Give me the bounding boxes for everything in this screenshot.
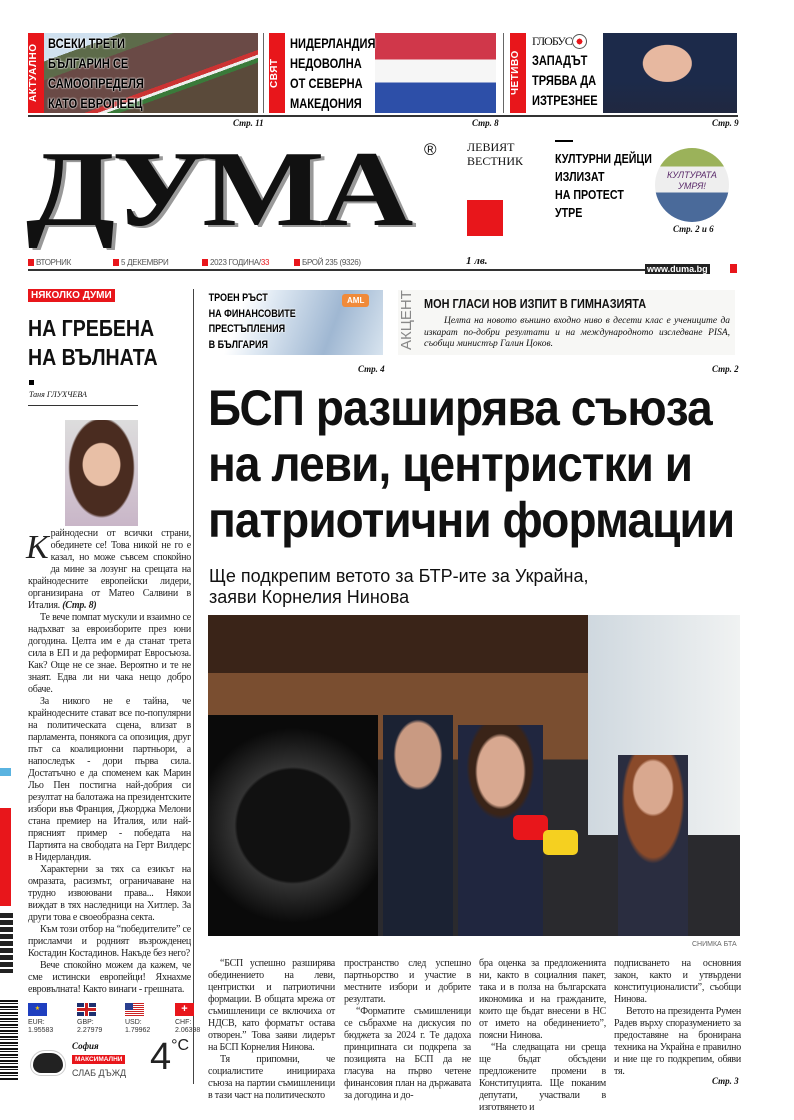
weather-city: София <box>72 1041 99 1051</box>
year <box>202 258 269 267</box>
article-paragraph: Тя припомни, че социалистите инициираха съюза на партии съмишленици в тази част на политическото <box>208 1054 335 1101</box>
us-flag-icon <box>125 1003 144 1016</box>
teaser-line: МАКЕДОНИЯ <box>290 96 362 111</box>
author: Таня ГЛУХЧЕВА <box>29 390 87 399</box>
article-column <box>479 958 606 1114</box>
currency-rate: 2.27979 <box>77 1027 103 1034</box>
teaser-culture[interactable] <box>555 140 740 240</box>
currency-rate: 2.06398 <box>175 1027 201 1034</box>
drop-cap: К <box>26 529 49 566</box>
teaser-line: НИДЕРЛАНДИЯ <box>290 36 376 51</box>
tagline: ВЕСТНИК <box>467 154 524 168</box>
man-photo <box>603 33 737 113</box>
teaser-line: УТРЕ <box>555 205 583 220</box>
uk-flag-icon <box>77 1003 96 1016</box>
teaser-line: ОТ СЕВЕРНА <box>290 76 363 91</box>
section-label: АКТУАЛНО <box>28 33 44 113</box>
teaser-line: ЗАПАДЪТ <box>532 53 588 68</box>
globe-icon <box>572 34 587 49</box>
headline-line: патриотични формации <box>208 492 735 548</box>
divider <box>28 269 648 271</box>
temperature-value: 4 <box>150 1036 172 1078</box>
dash <box>555 140 573 142</box>
paragraph: Те вече помпат мускули и взаимно се надъхват за евроизборите през юни догодина. Целта им е да станат трета сила в ЕП и да реформират Евросъюза. Как? Още не се знае. Вероятно и те не знаят. Едва ли ни чака нещо добро обаче. <box>28 612 191 695</box>
page-ref: Стр. 2 <box>712 364 739 374</box>
teaser-line: ТРЯБВА ДА <box>532 73 597 88</box>
currency-rate: 1.95583 <box>28 1027 54 1034</box>
lead-photo <box>208 615 740 936</box>
globus-logo: ГЛОБУС <box>532 34 572 48</box>
section-label: СВЯТ <box>269 33 285 113</box>
teaser-line: НА ПРОТЕСТ <box>555 187 624 202</box>
website-link[interactable]: www.duma.bg <box>647 264 708 274</box>
teaser-line: САМООПРЕДЕЛЯ <box>48 76 144 91</box>
section-label: ЧЕТИВО <box>510 33 526 113</box>
teaser-line: В БЪЛГАРИЯ <box>208 338 269 351</box>
accent-title: МОН ГЛАСИ НОВ ИЗПИТ В ГИМНАЗИЯТА <box>424 296 647 311</box>
teaser-netherlands[interactable] <box>269 33 496 113</box>
page-ref: Стр. 11 <box>233 118 264 128</box>
accent-box[interactable] <box>398 290 735 355</box>
column-title: НА ВЪЛНАТА <box>28 344 158 370</box>
divider <box>28 405 138 406</box>
rain-cloud-icon <box>33 1053 63 1073</box>
red-square <box>730 264 737 273</box>
paragraph: Вече спокойно можем да кажем, че сме истински европейци! Яхнахме евровълната! Както винаги - грешната. <box>28 960 191 995</box>
photo-credit: СНИМКА БТА <box>692 941 737 948</box>
page-ref: Стр. 3 <box>712 1076 739 1086</box>
accent-text: Целта на новото външно входно ниво в десети клас е учениците да изкарат по-добри резултати и на международното изследване PISA, съобщи министър Галин Цоков. <box>424 316 730 349</box>
protest-sign-text: КУЛТУРАТА УМРЯ! <box>667 170 717 191</box>
date: 5 ДЕКЕМВРИ <box>113 258 169 267</box>
page-ref: Стр. 4 <box>358 364 385 374</box>
weather-condition: СЛАБ ДЪЖД <box>72 1068 127 1078</box>
temperature <box>150 1038 189 1076</box>
article-column <box>614 958 741 1078</box>
currency-gbp <box>77 1003 102 1035</box>
currency-chf <box>175 1003 200 1035</box>
tagline: ЛЕВИЯТ <box>467 140 515 154</box>
currency-code: CHF: <box>175 1019 192 1026</box>
teaser-line: НА ФИНАНСОВИТЕ <box>208 307 296 320</box>
edge-logo <box>0 913 13 973</box>
teaser-line: БЪЛГАРИН СЕ <box>48 56 129 71</box>
teaser-line: КУЛТУРНИ ДЕЙЦИ <box>555 151 652 166</box>
teaser-line: ИЗЛИЗАТ <box>555 169 605 184</box>
headline-line: на леви, центристки и <box>208 436 693 492</box>
article-paragraph: “БСП успешно разширява обединението на леви, центристки и патриотични формации. В общата мрежа от съмишленици се включиха от НДСВ, като форматът остава отворен.” Това заяви лидерът на БСП Корнелия Нинова. <box>208 958 335 1053</box>
page-ref: Стр. 8 <box>472 118 499 128</box>
column-label: НЯКОЛКО ДУМИ <box>28 289 115 302</box>
registered-mark: ® <box>424 140 437 159</box>
teaser-line: НЕДОВОЛНА <box>290 56 362 71</box>
edge-red-bar <box>0 808 11 906</box>
currency-usd <box>125 1003 150 1035</box>
page-ref: (Стр. 8) <box>62 600 97 611</box>
currency-code: GBP: <box>77 1019 94 1026</box>
teaser-line: ТРОЕН РЪСТ <box>208 292 268 304</box>
teaser-europeans[interactable] <box>28 33 258 113</box>
weather-label: МАКСИМАЛНИ <box>72 1055 125 1064</box>
accent-label: АКЦЕНТ <box>398 290 415 350</box>
subtitle-line: заяви Корнелия Нинова <box>209 587 410 607</box>
article-paragraph: “На следващата ни среща ще бъдат обсъдени предложените промени в Конституцията. Ще поканим депутати, участвали в изготвянето и <box>479 1042 606 1113</box>
currency-code: EUR: <box>28 1019 45 1026</box>
article-paragraph: бра оценка за предложенията ни, както в социалния пакет, така и в полза на българската икономика и на гражданите, които ще бъдат внесени в НС от името на обединението”, поясни Нинова. <box>479 958 606 1041</box>
year-number: 33 <box>260 258 270 267</box>
paragraph: райнодесни от всички страни, обединете се! Това никой не го е казал, но може съвсем спокойно да мине за лозунг на срещата на крайнодесните европейски лидери, организирана от Матео Салвини в Италия. <box>28 528 191 611</box>
year-label: 2023 ГОДИНА/ <box>210 258 261 267</box>
teaser-west[interactable] <box>510 33 737 113</box>
teaser-line: ИЗТРЕЗНЕЕ <box>532 93 598 108</box>
article-column <box>344 958 471 1102</box>
bullet <box>29 380 34 385</box>
author-photo <box>65 420 138 526</box>
paragraph: Характерни за тях са езикът на омразата, расизмът, ограничаване на трудно извоювани права... Някои виждат в тях наследници на Хитлер. За други това е своеобразна секта. <box>28 864 191 923</box>
currency-code: USD: <box>125 1019 142 1026</box>
page-ref: Стр. 2 и 6 <box>673 224 714 234</box>
lead-headline[interactable] <box>208 380 760 548</box>
divider <box>28 115 738 117</box>
article-paragraph: подписването на основния закон, както и утвърдени конституционалисти”, съобщи Нинова. <box>614 958 741 1005</box>
barcode <box>0 1000 18 1080</box>
red-square <box>467 200 503 236</box>
subtitle-line: Ще подкрепим ветото за БТР-ите за Украйна, <box>209 566 589 586</box>
temperature-unit: °C <box>171 1037 190 1054</box>
article-paragraph: Ветото на президента Румен Радев върху споразумението за предоставяне на бронирана техника на Украйна е правилно и ние ще го подкрепим, обяви тя. <box>614 1006 741 1077</box>
article-paragraph: “Форматите съмишленици се събрахме на дискусия по бюджета за 2024 г. Те дадоха принципната си подкрепа за позицията на БСП да не гласува на първо четене финансовия план на държавата за догодина и до- <box>344 1006 471 1101</box>
duma-logo: ДУМА <box>26 130 409 249</box>
teaser-line: ВСЕКИ ТРЕТИ <box>48 36 125 51</box>
paragraph: Към този отбор на “победителите” се присламчи и родният възрожденец Костадин Костадинов. Накъде без него? <box>28 924 191 959</box>
article-paragraph: пространство след успешно партньорство и участие в местните избори и добрите резултати. <box>344 958 471 1005</box>
aml-badge: AML <box>342 294 369 307</box>
swiss-flag-icon: + <box>175 1003 194 1016</box>
page-ref: Стр. 9 <box>712 118 739 128</box>
paragraph: За никого не е тайна, че крайнодесните стават все по-популярни на политическата сцена, влизат в парламента, понякога са опозиция, друг път са коалиционни партньори, а напоследък - дори първа сила. Достатъчно е да споменем как Марин Льо Пен постигна най-добрия си резултат на балотажа на президентските избори във Франция, Джорджа Мелони стана премиер на Италия, или най-прясният пример - победата на Партията на свободата на Герт Вилдерс в Нидерландия. <box>28 696 191 863</box>
divider <box>263 33 264 113</box>
edge-marker <box>0 768 11 776</box>
currency-rate: 1.79962 <box>125 1027 151 1034</box>
eu-flag-icon: ★ <box>28 1003 47 1016</box>
article-column <box>208 958 335 1102</box>
dutch-flag-image <box>375 33 496 113</box>
teaser-line: ПРЕСТЪПЛЕНИЯ <box>208 323 286 335</box>
crowd-photo <box>44 33 258 113</box>
teaser-line: КАТО ЕВРОПЕЕЦ <box>48 96 143 111</box>
headline-line: БСП разширява съюза <box>208 380 712 436</box>
issue-number: БРОЙ 235 (9326) <box>294 258 361 267</box>
weekday: ВТОРНИК <box>28 258 71 267</box>
protest-photo <box>655 148 729 222</box>
currency-eur <box>28 1003 53 1035</box>
price: 1 лв. <box>466 255 488 267</box>
column-title: НА ГРЕБЕНА <box>28 315 155 341</box>
teaser-finance[interactable] <box>207 290 383 355</box>
divider <box>503 33 504 113</box>
column-divider <box>193 289 194 1084</box>
